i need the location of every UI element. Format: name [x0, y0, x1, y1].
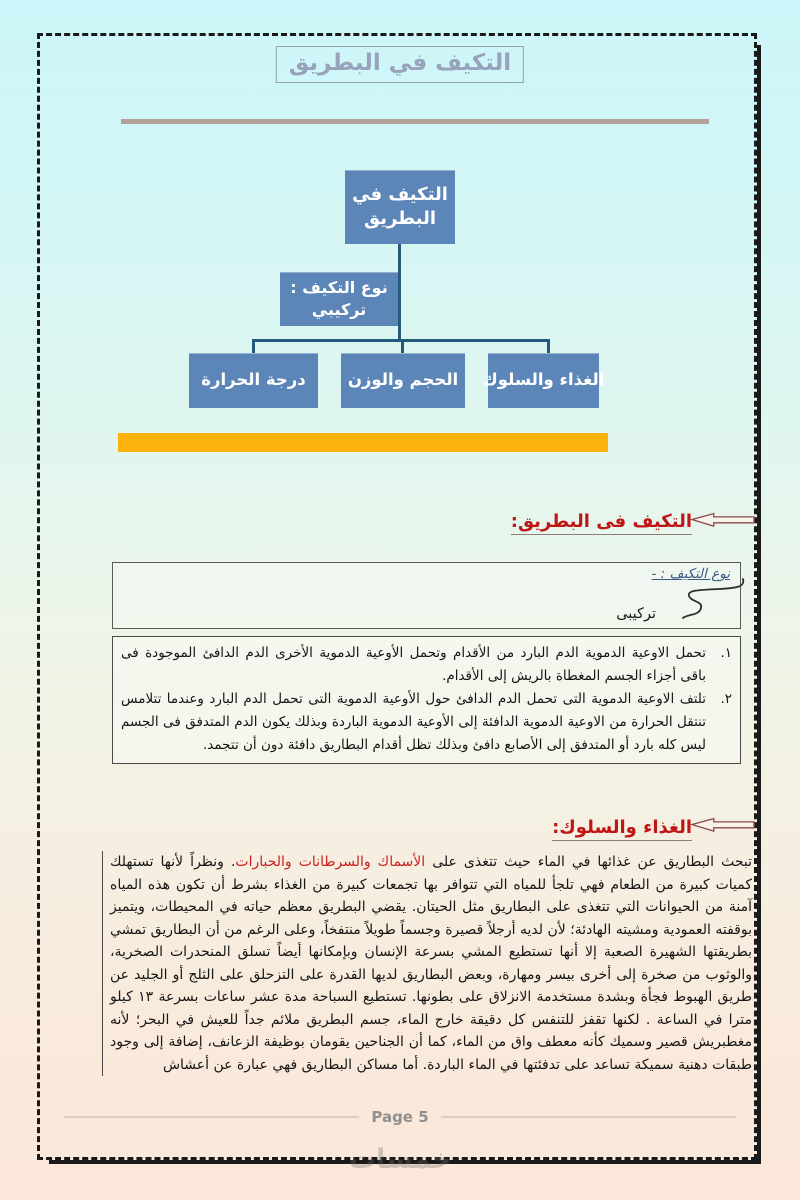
blood-vessels-list-box	[112, 636, 741, 764]
diagram-root-line2: البطريق	[364, 208, 436, 229]
section-heading-adaptation: التكيف فى البطريق:	[511, 511, 692, 535]
paragraph-text-rest: . ونظراً لأنها تستهلك كميات كبيرة من الطعام فهي تلجأ للمياه التي تتوافر بها تجمعات كبيرة من الغذاء بشرط أن تكون هذه المياه آمنة من الحيوانات التي تتغذى على البطاريق مثل الحيتان. يقضي البطريق معظم حياته في المحيطات، ويتميز بوقفته العمودية ومشيته الهادئة؛ لأن لديه أرجلاً قصيرة وجسماً طويلاً منتفخاً، وعلى الرغم من أن البطاريق تمشي بطريقتها الشهيرة الصعبة إلا أنها تستطيع المشي بسرعة الإنسان وبإمكانها أيضاً تسلق المنحدرات الصخرية، والوثوب من صخرة إلى أخرى بيسر ومهارة، وبعض البطاريق لديها القدرة على التزحلق على الثلج أو الجليد عن طريق الهبوط فجأة وبشدة مستخدمة الانزلاق على بطونها. تستطيع السباحة مدة عشر ساعات بسرعة ١٣ كيلو مترا في الساعة . لكنها تقفز للتنفس كل دقيقة خارج الماء، جسم البطريق ملائم جداً للعيش في البحر؛ لأنه مغطبريش قصير وسميك كأنه معطف واق من الماء، كما أن الجناحين يقومان بوظيفة الزعانف، إضافة إلى وجود طبقات دهنية سميكة تساعد على تدفئتها في الماء الباردة. أما مساكن البطاريق فهي عبارة عن أعشاش	[110, 854, 752, 1073]
list-item	[121, 642, 732, 688]
diagram-child-temperature: درجة الحرارة	[189, 353, 318, 408]
type-note-box	[112, 562, 741, 629]
diagram-type-line1: نوع التكيف :	[290, 278, 388, 298]
footer-rule-left	[64, 1116, 359, 1118]
hand-drawn-callout	[679, 575, 747, 625]
header-rule	[121, 119, 709, 124]
page-number-label: Page 5	[371, 1108, 429, 1126]
left-arrow-icon	[690, 813, 756, 836]
page-footer	[64, 1108, 736, 1126]
list-item-text: تلتف الاوعية الدموية التى تحمل الدم الدافئ حول الأوعية الدموية التى تحمل الدم البارد وعندما تتلامس تنتقل الحرارة من الاوعية الدموية الدافئة إلى الأوعية الدموية الباردة وبذلك يكون الدم المتدفق فى الجسم ليس كله بارد أو المتدفق إلى الأصابع دافئ وبذلك تظل أقدام البطاريق دافئة دون أن تتجمد.	[121, 691, 706, 753]
section-heading-food-behavior: الغذاء والسلوك:	[552, 817, 692, 841]
diagram-type-box	[280, 272, 398, 326]
diagram-type-line2: تركيبي	[311, 300, 367, 319]
list-item-number: ٢.	[720, 691, 732, 707]
paragraph-text-start: تبحث البطاريق عن غذائها في الماء حيث تتغذى على	[425, 854, 753, 870]
type-note-label: نوع التكيف : -	[651, 566, 730, 582]
type-note-value: تركيبى	[616, 606, 656, 622]
page-header-title: التكيف في البطريق	[288, 50, 512, 76]
diagram-root-line1: التكيف في	[352, 183, 448, 205]
list-item-number: ١.	[720, 645, 732, 661]
diagram-child-size-weight: الحجم والوزن	[341, 353, 465, 408]
connector-vertical	[398, 244, 401, 341]
paragraph-red-phrase: الأسماك والسرطانات والحبارات	[235, 854, 426, 870]
footer-rule-right	[441, 1116, 736, 1118]
diagram-root-box	[345, 170, 455, 244]
list-item-text: تحمل الاوعية الدموية الدم البارد من الأقدام وتحمل الأوعية الدموية الأخرى الدم الدافئ الموجودة فى باقى أجزاء الجسم المغطاة بالريش إلى الأقدام.	[121, 645, 706, 684]
diagram-child-food-behavior: الغذاء والسلوك	[488, 353, 599, 408]
watermark-text: خمسات	[348, 1144, 452, 1175]
list-item	[121, 688, 732, 757]
body-paragraph	[102, 851, 754, 1076]
page-header-box	[276, 46, 524, 83]
orange-divider-bar	[118, 433, 608, 452]
left-arrow-icon	[690, 508, 756, 531]
